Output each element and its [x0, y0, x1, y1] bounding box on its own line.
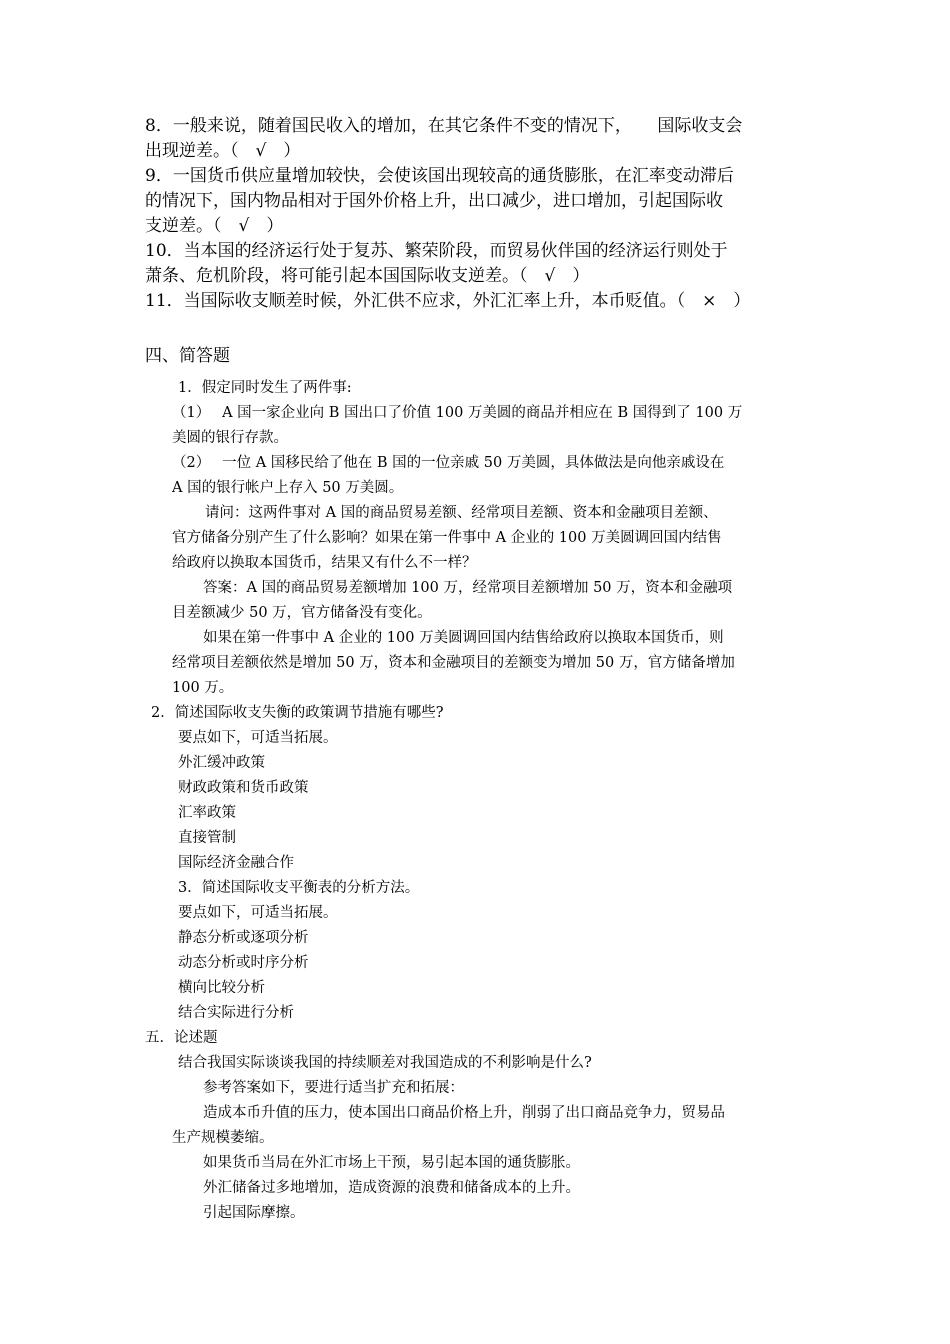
q2-point: 直接管制: [178, 830, 236, 846]
q1-answer-line1: 答案：A 国的商品贸易差额增加 100 万，经常项目差额增加 50 万，资本和金融项: [203, 580, 733, 596]
q1-answer-line2: 目差额减少 50 万，官方储备没有变化。: [172, 605, 432, 621]
q1-ask-line2: 官方储备分别产生了什么影响？如果在第一件事中 A 企业的 100 万美圆调回国内结售: [172, 530, 722, 546]
tf-q10-line1: 10．当本国的经济运行处于复苏、繁荣阶段，而贸易伙伴国的经济运行则处于: [145, 241, 728, 261]
essay-question: 结合我国实际谈谈我国的持续顺差对我国造成的不利影响是什么?: [178, 1055, 592, 1071]
essay-p2: 如果货币当局在外汇市场上干预，易引起本国的通货膨胀。: [203, 1155, 580, 1171]
q3-point: 静态分析或逐项分析: [178, 930, 309, 946]
q3-point: 结合实际进行分析: [178, 1005, 294, 1021]
essay-p3: 外汇储备过多地增加，造成资源的浪费和储备成本的上升。: [203, 1180, 580, 1196]
q2-title: 2．简述国际收支失衡的政策调节措施有哪些?: [151, 705, 444, 721]
tf-q9-line3: 支逆差。（ √ ）: [145, 216, 284, 236]
essay-p1-line1: 造成本币升值的压力，使本国出口商品价格上升，削弱了出口商品竞争力，贸易品: [203, 1105, 725, 1121]
q1-ask-line1: 请问：这两件事对 A 国的商品贸易差额、经常项目差额、资本和金融项目差额、: [205, 505, 718, 521]
section-heading-short-answer: 四、简答题: [145, 346, 230, 366]
essay-p1-line2: 生产规模萎缩。: [172, 1130, 274, 1146]
tf-q8-line1: 8．一般来说，随着国民收入的增加，在其它条件不变的情况下， 国际收支会: [145, 116, 743, 136]
tf-q9-line1: 9．一国货币供应量增加较快，会使该国出现较高的通货膨胀，在汇率变动滞后: [145, 166, 734, 186]
q1-ask-line3: 给政府以换取本国货币，结果又有什么不一样？: [172, 555, 477, 571]
q2-intro: 要点如下，可适当拓展。: [178, 730, 338, 746]
section-heading-essay: 五．论述题: [145, 1030, 218, 1046]
q1-title: 1．假定同时发生了两件事:: [178, 380, 352, 396]
tf-q9-line2: 的情况下，国内物品相对于国外价格上升，出口减少，进口增加，引起国际收: [145, 191, 723, 211]
q3-point: 动态分析或时序分析: [178, 955, 309, 971]
tf-q11-line1: 11．当国际收支顺差时候，外汇供不应求，外汇汇率上升，本币贬值。（ × ）: [145, 291, 751, 311]
q1-item1-line2: 美圆的银行存款。: [172, 430, 288, 446]
q2-point: 汇率政策: [178, 805, 236, 821]
q1-item2-line1: （2） 一位 A 国移民给了他在 B 国的一位亲戚 50 万美圆，具体做法是向他亲戚设在: [172, 455, 725, 471]
q1-answer2-line3: 100 万。: [172, 680, 234, 696]
q3-intro: 要点如下，可适当拓展。: [178, 905, 338, 921]
tf-q8-line2: 出现逆差。（ √ ）: [145, 141, 301, 161]
q1-answer2-line1: 如果在第一件事中 A 企业的 100 万美圆调回国内结售给政府以换取本国货币，则: [203, 630, 724, 646]
q1-item2-line2: A 国的银行帐户上存入 50 万美圆。: [172, 480, 404, 496]
q2-point: 国际经济金融合作: [178, 855, 294, 871]
q2-point: 财政政策和货币政策: [178, 780, 309, 796]
tf-q10-line2: 萧条、危机阶段，将可能引起本国国际收支逆差。（ √ ）: [145, 266, 590, 286]
q3-title: 3．简述国际收支平衡表的分析方法。: [178, 880, 420, 896]
essay-intro: 参考答案如下，要进行适当扩充和拓展：: [203, 1080, 464, 1096]
q2-point: 外汇缓冲政策: [178, 755, 265, 771]
essay-p4: 引起国际摩擦。: [203, 1205, 305, 1221]
q1-answer2-line2: 经常项目差额依然是增加 50 万，资本和金融项目的差额变为增加 50 万，官方储备增加: [172, 655, 735, 671]
q1-item1-line1: （1） A 国一家企业向 B 国出口了价值 100 万美圆的商品并相应在 B 国得到了 100 万: [172, 405, 743, 421]
q3-point: 横向比较分析: [178, 980, 265, 996]
